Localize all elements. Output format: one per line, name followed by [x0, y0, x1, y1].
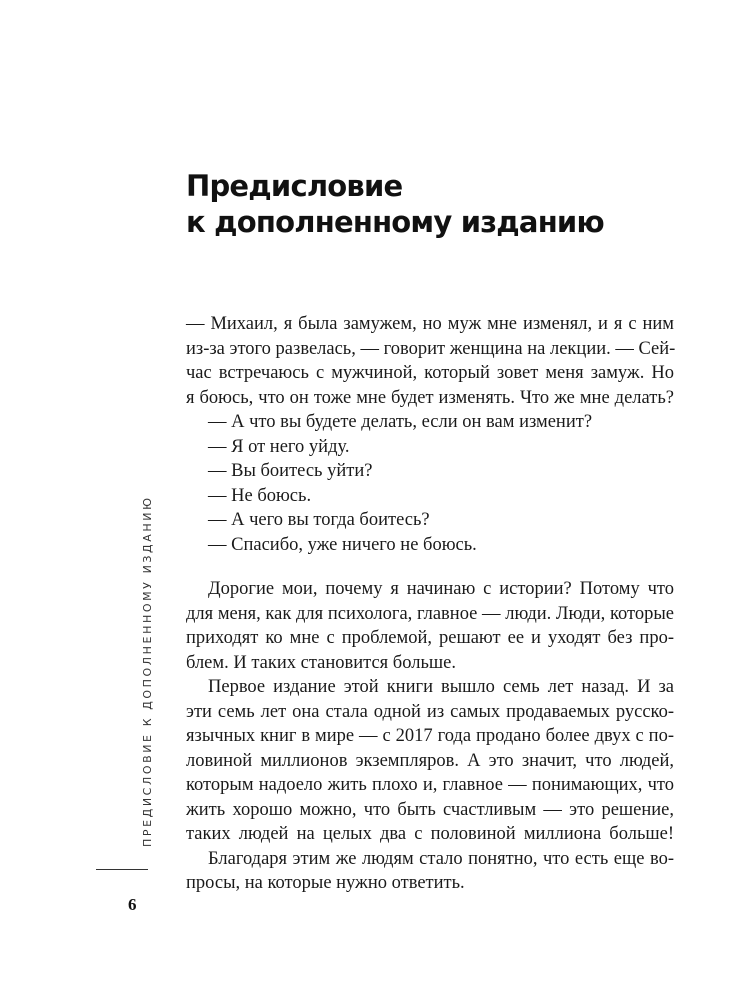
chapter-title [186, 168, 604, 240]
text-line: язычных книг в мире — с 2017 года продано более двух с по- [186, 726, 674, 746]
text-line: таких людей на целых два с половиной миллиона больше! [186, 824, 674, 844]
text-line: из-за этого развелась, — говорит женщина на лекции. — Сей- [186, 338, 676, 359]
text-line: блем. И таких становится больше. [186, 652, 456, 673]
text-line: — А что вы будете делать, если он вам изменит? [208, 412, 593, 432]
text-line: Благодаря этим же людям стало понятно, что есть еще во- [208, 848, 674, 869]
text-line: — Михаил, я была замужем, но муж мне изменял, и я с ним [186, 314, 674, 334]
text-line: для меня, как для психолога, главное — люди. Люди, которые [186, 603, 674, 624]
running-head: ПРЕДИСЛОВИЕ К ДОПОЛНЕННОМУ ИЗДАНИЮ [141, 495, 154, 847]
text-line: — Не боюсь. [208, 485, 312, 506]
page-number: 6 [128, 895, 137, 914]
footer-rule [96, 869, 148, 870]
text-line: которым надоело жить плохо и, главное — понимающих, что [186, 775, 674, 795]
text-line: — Вы боитесь уйти? [208, 461, 373, 481]
text-line: эти семь лет она стала одной из самых продаваемых русско- [186, 701, 674, 722]
text-line: — Спасибо, уже ничего не боюсь. [208, 534, 477, 555]
text-line: Первое издание этой книги вышло семь лет назад. И за [208, 677, 674, 697]
text-line: Дорогие мои, почему я начинаю с истории? Потому что [208, 579, 674, 599]
text-line: жить хорошо можно, что быть счастливым — это решение, [186, 799, 674, 820]
text-line: — А чего вы тогда боитесь? [208, 510, 430, 530]
text-line: ловиной миллионов экземпляров. А это значит, что людей, [186, 750, 674, 771]
text-line: час встречаюсь с мужчиной, который зовет меня замуж. Но [186, 363, 674, 383]
text-line: — Я от него уйду. [208, 436, 350, 457]
text-line: я боюсь, что он тоже мне будет изменять. Что же мне делать? [186, 387, 674, 408]
text-line: приходят ко мне с проблемой, решают ее и уходят без про- [186, 628, 674, 648]
chapter-title-line-1: Предисловие [186, 169, 403, 203]
body-text [186, 312, 674, 896]
chapter-title-line-2: к дополненному изданию [186, 205, 604, 239]
text-line: просы, на которые нужно ответить. [186, 873, 465, 893]
